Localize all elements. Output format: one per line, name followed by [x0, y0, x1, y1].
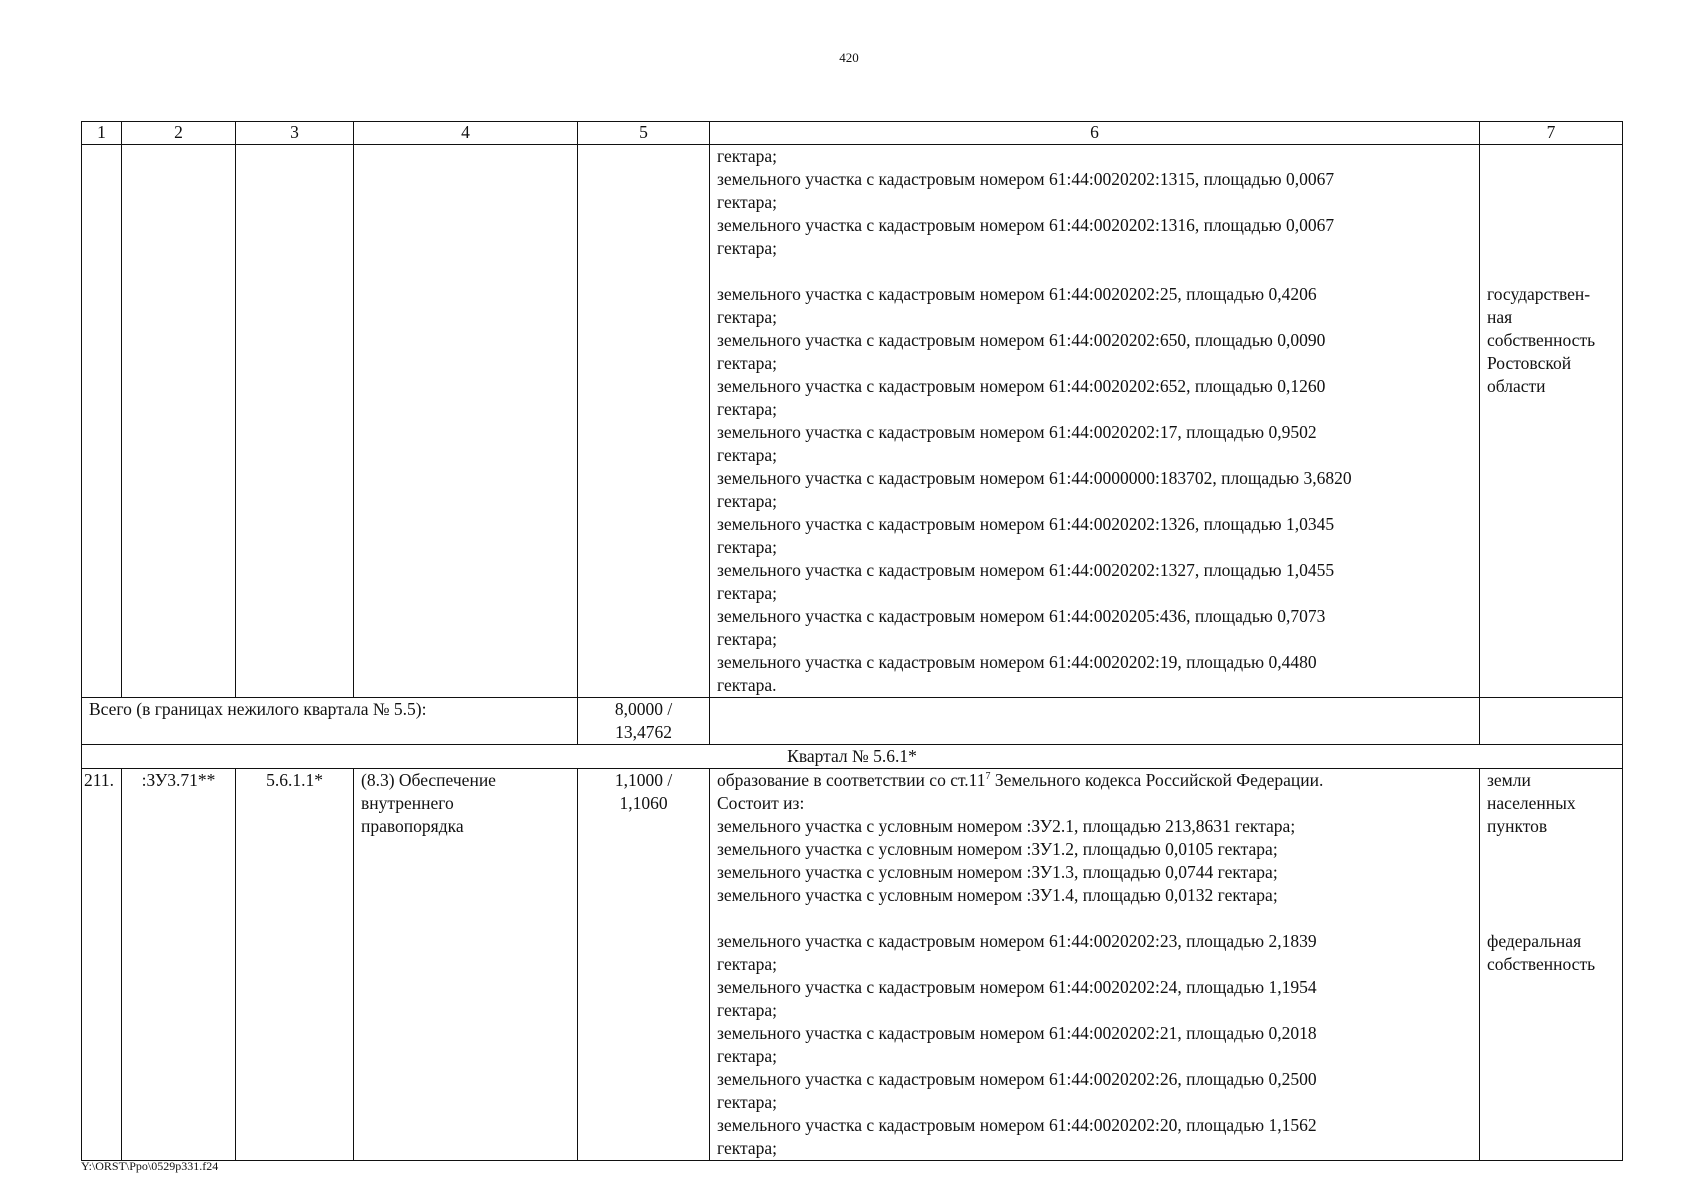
zone-code: 5.6.1.1* — [236, 769, 354, 1161]
intro-text: образование в соответствии со ст.11 — [717, 770, 986, 790]
text-line: земельного участка с кадастровым номером 61:44:0000000:183702, площадью 3,6820 — [717, 468, 1352, 488]
empty-cell — [1480, 698, 1623, 745]
text-line: гектара; — [717, 629, 777, 649]
line-gap — [1487, 237, 1615, 260]
text-line: земельного участка с кадастровым номером 61:44:0020202:650, площадью 0,0090 — [717, 330, 1326, 350]
area-value-line: 1,1060 — [619, 793, 668, 813]
formation-intro — [717, 769, 1472, 792]
empty-cell — [354, 145, 578, 698]
line-gap — [1487, 145, 1615, 168]
text-line: пунктов — [1487, 816, 1548, 836]
text-line: гектара; — [717, 445, 777, 465]
text-line: гектара; — [717, 583, 777, 603]
header-cell: 6 — [710, 122, 1480, 145]
section-row — [82, 745, 1623, 769]
text-line: земли — [1487, 770, 1531, 790]
area-value-line: 1,1000 / — [614, 770, 673, 790]
text-line: гектара; — [717, 1138, 777, 1158]
header-cell: 4 — [354, 122, 578, 145]
header-row — [82, 122, 1623, 145]
text-line: населенных — [1487, 793, 1576, 813]
plot-lines — [717, 930, 1472, 1160]
text-line: земельного участка с кадастровым номером 61:44:0020202:1327, площадью 1,0455 — [717, 560, 1335, 580]
text-line: земельного участка с условным номером :ЗУ1.2, площадью 0,0105 гектара; — [717, 839, 1278, 859]
text-line: собственность — [1487, 330, 1596, 350]
text-line: гектара; — [717, 954, 777, 974]
ownership-cell — [1480, 145, 1623, 698]
footer-file-path: Y:\ORST\Ppo\0529p331.f24 — [81, 1159, 219, 1173]
text-line: внутреннего — [361, 793, 454, 813]
line-gap — [717, 907, 1472, 930]
empty-cell — [122, 145, 236, 698]
header-cell: 1 — [82, 122, 122, 145]
plot-code: :ЗУ3.71** — [122, 769, 236, 1161]
text-line: земельного участка с кадастровым номером 61:44:0020202:23, площадью 2,1839 — [717, 931, 1317, 951]
plot-lines — [717, 792, 1472, 907]
intro-text: Земельного кодекса Российской Федерации. — [990, 770, 1324, 790]
text-line: земельного участка с кадастровым номером 61:44:0020202:1315, площадью 0,0067 — [717, 169, 1335, 189]
text-line: Ростовской — [1487, 353, 1572, 373]
text-line: гектара; — [717, 192, 777, 212]
text-line: гектара; — [717, 399, 777, 419]
text-line: собственность — [1487, 954, 1596, 974]
text-line: земельного участка с условным номером :ЗУ1.4, площадью 0,0132 гектара; — [717, 885, 1278, 905]
text-line: земельного участка с условным номером :ЗУ2.1, площадью 213,8631 гектара; — [717, 816, 1296, 836]
ownership-cell — [1480, 769, 1623, 1161]
header-cell: 3 — [236, 122, 354, 145]
text-line: (8.3) Обеспечение — [361, 770, 496, 790]
line-gap — [717, 260, 1472, 283]
text-line: земельного участка с кадастровым номером 61:44:0020205:436, площадью 0,7073 — [717, 606, 1326, 626]
total-label: Всего (в границах нежилого квартала № 5.5): — [82, 698, 578, 745]
text-line: гектара; — [717, 146, 777, 166]
empty-cell — [82, 145, 122, 698]
composition-cell — [710, 145, 1480, 698]
line-gap — [1487, 260, 1615, 283]
line-gap — [1487, 191, 1615, 214]
land-category-lines — [1487, 769, 1615, 838]
line-gap — [1487, 214, 1615, 237]
empty-cell — [578, 145, 710, 698]
ownership-lines — [1487, 930, 1615, 976]
header-cell: 7 — [1480, 122, 1623, 145]
empty-cell — [710, 698, 1480, 745]
text-line: земельного участка с кадастровым номером 61:44:0020202:21, площадью 0,2018 — [717, 1023, 1317, 1043]
text-line: федеральная — [1487, 931, 1582, 951]
text-line: Состоит из: — [717, 793, 805, 813]
line-gap — [1487, 861, 1615, 884]
use-lines — [361, 769, 570, 838]
text-line: земельного участка с кадастровым номером 61:44:0020202:20, площадью 1,1562 — [717, 1115, 1317, 1135]
text-line: земельного участка с кадастровым номером 61:44:0020202:652, площадью 0,1260 — [717, 376, 1326, 396]
text-line: гектара; — [717, 1000, 777, 1020]
text-line: гектара; — [717, 238, 777, 258]
text-line: правопорядка — [361, 816, 464, 836]
land-plots-table — [81, 121, 1623, 1161]
text-line: гектара; — [717, 353, 777, 373]
text-line: земельного участка с кадастровым номером 61:44:0020202:17, площадью 0,9502 — [717, 422, 1317, 442]
plot-lines — [717, 145, 1472, 260]
text-line: земельного участка с кадастровым номером 61:44:0020202:1326, площадью 1,0345 — [717, 514, 1335, 534]
text-line: земельного участка с кадастровым номером 61:44:0020202:1316, площадью 0,0067 — [717, 215, 1335, 235]
text-line: гектара. — [717, 675, 777, 695]
page-number: 420 — [839, 50, 859, 65]
line-gap — [1487, 838, 1615, 861]
composition-cell — [710, 769, 1480, 1161]
line-gap — [1487, 884, 1615, 907]
article-superscript: 7 — [985, 771, 991, 783]
header-cell: 5 — [578, 122, 710, 145]
text-line: государствен- — [1487, 284, 1591, 304]
text-line: ная — [1487, 307, 1513, 327]
plot-lines — [717, 283, 1472, 697]
total-value — [578, 698, 710, 745]
text-line: гектара; — [717, 307, 777, 327]
text-line: земельного участка с кадастровым номером 61:44:0020202:26, площадью 0,2500 — [717, 1069, 1317, 1089]
header-cell: 2 — [122, 122, 236, 145]
table-row — [82, 769, 1623, 1161]
row-number: 211. — [82, 769, 122, 1161]
ownership-lines — [1487, 283, 1615, 398]
text-line: земельного участка с кадастровым номером 61:44:0020202:24, площадью 1,1954 — [717, 977, 1317, 997]
section-title: Квартал № 5.6.1* — [82, 745, 1623, 769]
total-value-line: 8,0000 / — [614, 699, 673, 719]
total-value-line: 13,4762 — [615, 722, 672, 742]
text-line: гектара; — [717, 491, 777, 511]
empty-cell — [236, 145, 354, 698]
permitted-use — [354, 769, 578, 1161]
area-value — [578, 769, 710, 1161]
total-row — [82, 698, 1623, 745]
text-line: области — [1487, 376, 1546, 396]
text-line: земельного участка с условным номером :ЗУ1.3, площадью 0,0744 гектара; — [717, 862, 1278, 882]
text-line: гектара; — [717, 1046, 777, 1066]
text-line: гектара; — [717, 537, 777, 557]
continuation-row — [82, 145, 1623, 698]
text-line: гектара; — [717, 1092, 777, 1112]
text-line: земельного участка с кадастровым номером 61:44:0020202:25, площадью 0,4206 — [717, 284, 1317, 304]
text-line: земельного участка с кадастровым номером 61:44:0020202:19, площадью 0,4480 — [717, 652, 1317, 672]
line-gap — [1487, 168, 1615, 191]
line-gap — [1487, 907, 1615, 930]
